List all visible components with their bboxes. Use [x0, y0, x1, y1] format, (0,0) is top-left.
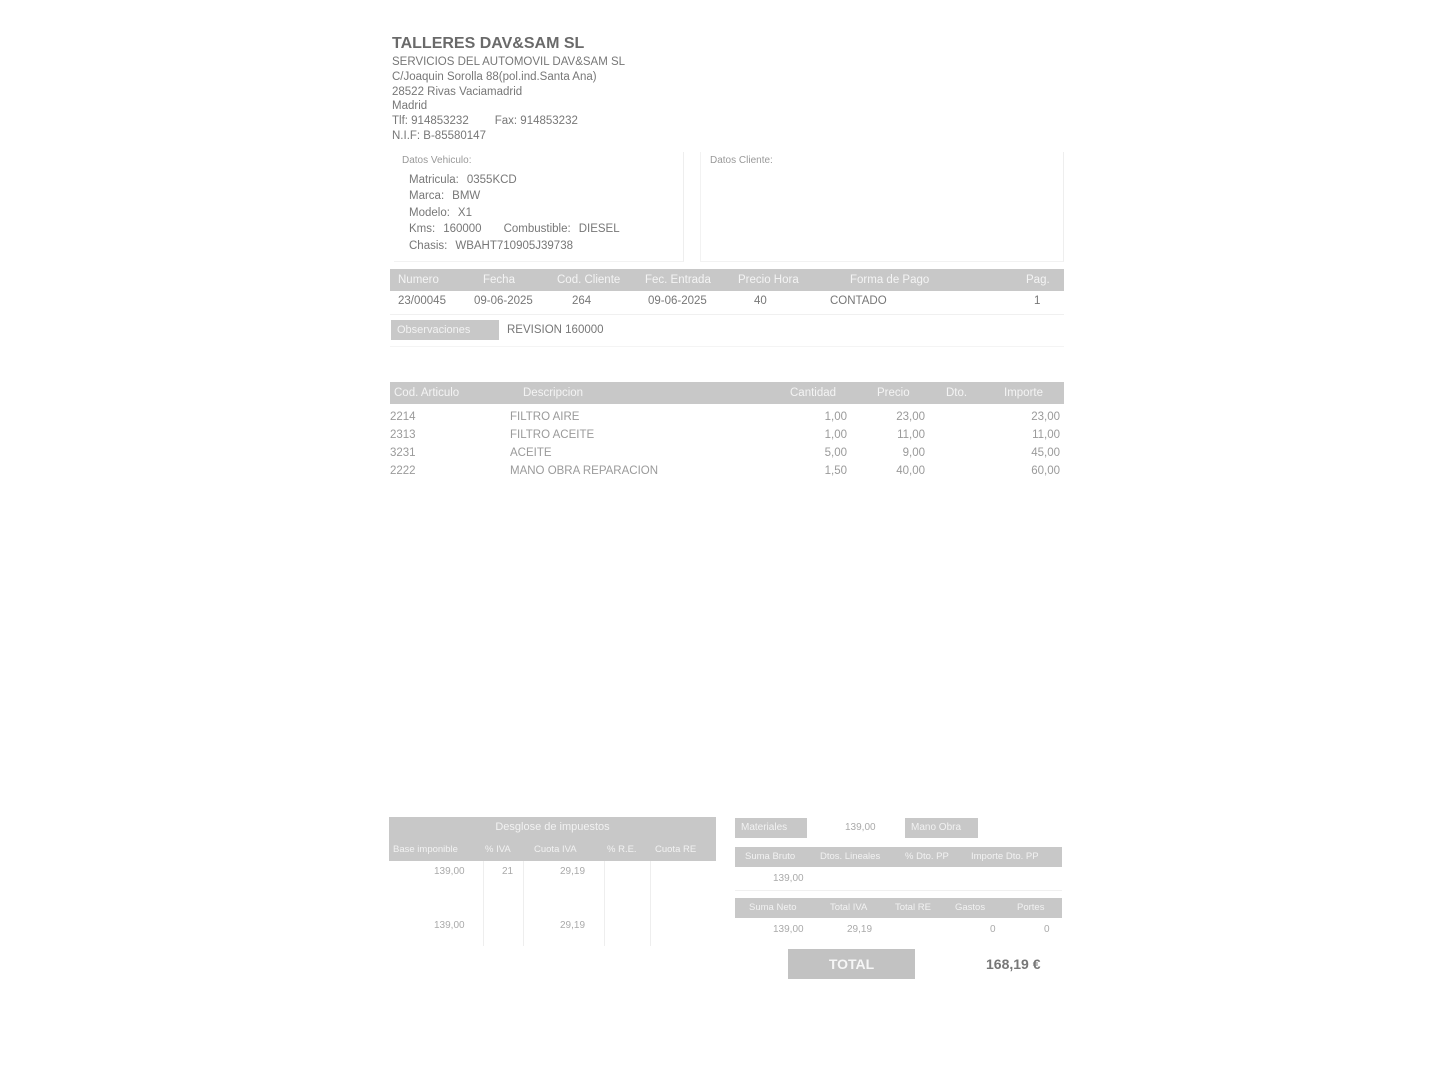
item-quantity: 1,00: [824, 411, 847, 423]
tax-quota: 29,19: [560, 866, 586, 877]
tax-header-quota: Cuota IVA: [534, 844, 577, 855]
summary-header-gross: Suma Bruto: [745, 851, 796, 862]
item-code: 2313: [390, 429, 416, 441]
item-price: 23,00: [896, 411, 925, 423]
items-header-quantity: Cantidad: [790, 387, 837, 399]
summary-divider: [735, 890, 1062, 891]
items-header-code: Cod. Articulo: [394, 387, 460, 399]
summary-header-net: Suma Neto: [749, 902, 797, 913]
summary-vat-value: 29,19: [847, 924, 873, 935]
summary-header-line-discounts: Dtos. Lineales: [820, 851, 881, 862]
company-fax: Fax: 914853232: [494, 115, 578, 127]
vehicle-chassis-line: [409, 240, 573, 252]
summary-header-expenses: Gastos: [955, 902, 986, 913]
item-quantity: 1,50: [824, 465, 847, 477]
total-value: 168,19 €: [986, 956, 1041, 972]
total-label: TOTAL: [788, 949, 915, 979]
invoice-divider: [390, 314, 1064, 315]
item-description: FILTRO ACEITE: [510, 429, 595, 441]
tax-total-base: 139,00: [434, 920, 465, 931]
invoice-header-number: Numero: [398, 274, 439, 286]
company-legal-name: SERVICIOS DEL AUTOMOVIL DAV&SAM SL: [392, 56, 626, 68]
vehicle-model-line: [409, 207, 472, 219]
items-header-price: Precio: [877, 387, 910, 399]
summary-header-pp-amount: Importe Dto. PP: [971, 851, 1039, 862]
item-code: 2222: [390, 465, 416, 477]
vehicle-section-label: Datos Vehiculo:: [402, 155, 472, 166]
item-quantity: 1,00: [824, 429, 847, 441]
items-header-amount: Importe: [1004, 387, 1043, 399]
tax-header-pct: % IVA: [485, 844, 511, 855]
tax-col-divider: [483, 861, 484, 946]
invoice-header-payment: Forma de Pago: [850, 274, 930, 286]
table-row: [390, 447, 1064, 465]
tax-pct: 21: [502, 866, 514, 877]
summary-header-vat: Total IVA: [830, 902, 868, 913]
item-price: 11,00: [897, 429, 925, 441]
vehicle-plate-line: [409, 174, 517, 186]
materials-label: Materiales: [735, 818, 807, 838]
invoice-header-date: Fecha: [483, 274, 515, 286]
item-price: 9,00: [902, 447, 925, 459]
item-amount: 60,00: [1031, 465, 1060, 477]
table-row: [390, 411, 1064, 429]
item-amount: 45,00: [1031, 447, 1060, 459]
kms-label: Kms:: [409, 223, 436, 235]
summary-header-pp-pct: % Dto. PP: [905, 851, 949, 862]
tax-col-divider: [523, 861, 524, 946]
summary-header-shipping: Portes: [1017, 902, 1045, 913]
summary-header-2: [735, 898, 1062, 918]
brand-value: BMW: [452, 190, 481, 202]
labour-label: Mano Obra: [905, 818, 978, 838]
summary-shipping-value: 0: [1044, 924, 1050, 935]
tax-total-quota: 29,19: [560, 920, 586, 931]
invoice-header-hour-price: Precio Hora: [738, 274, 799, 286]
kms-value: 160000: [443, 223, 482, 235]
tax-col-divider: [650, 861, 651, 946]
summary-gross-value: 139,00: [773, 873, 804, 884]
tax-base: 139,00: [434, 866, 465, 877]
summary-net-value: 139,00: [773, 924, 804, 935]
company-province: Madrid: [392, 100, 428, 112]
tax-title: Desglose de impuestos: [495, 821, 610, 833]
invoice-page: 1: [1034, 295, 1041, 307]
summary-header-re: Total RE: [895, 902, 931, 913]
invoice-header-entry-date: Fec. Entrada: [645, 274, 711, 286]
plate-value: 0355KCD: [466, 174, 517, 186]
invoice-hour-price: 40: [754, 295, 767, 307]
company-address: C/Joaquin Sorolla 88(pol.ind.Santa Ana): [392, 71, 597, 83]
item-amount: 23,00: [1031, 411, 1060, 423]
table-row: [390, 429, 1064, 447]
model-label: Modelo:: [409, 207, 450, 219]
tax-header-re-pct: % R.E.: [607, 844, 637, 855]
vehicle-brand-line: [409, 190, 480, 202]
item-description: MANO OBRA REPARACION: [510, 465, 659, 477]
chassis-value: WBAHT710905J39738: [455, 240, 573, 252]
item-code: 3231: [390, 447, 416, 459]
item-price: 40,00: [896, 465, 925, 477]
items-header-description: Descripcion: [523, 387, 584, 399]
chassis-label: Chasis:: [409, 240, 448, 252]
client-box: [700, 152, 1064, 262]
fuel-label: Combustible:: [503, 223, 571, 235]
invoice-payment: CONTADO: [830, 295, 887, 307]
items-header-discount: Dto.: [946, 387, 968, 399]
company-phone: Tlf: 914853232: [392, 115, 469, 127]
tax-header-re-quota: Cuota RE: [655, 844, 697, 855]
summary-header-1: [735, 847, 1062, 867]
items-header-bar: [390, 382, 1064, 404]
client-section-label: Datos Cliente:: [710, 155, 773, 166]
invoice-client-code: 264: [572, 295, 592, 307]
invoice-header-bar: [390, 269, 1064, 291]
item-quantity: 5,00: [824, 447, 847, 459]
item-code: 2214: [390, 411, 416, 423]
invoice-number: 23/00045: [398, 295, 446, 307]
observations-value: REVISION 160000: [507, 324, 604, 336]
item-amount: 11,00: [1032, 429, 1060, 441]
observations-label: Observaciones: [391, 320, 499, 340]
invoice-header-page: Pag.: [1026, 274, 1050, 286]
fuel-value: DIESEL: [578, 223, 620, 235]
tax-col-divider: [604, 861, 605, 946]
table-row: [390, 465, 1064, 483]
tax-header: [389, 817, 716, 861]
company-contact: [392, 115, 578, 127]
materials-value: 139,00: [845, 822, 876, 833]
item-description: FILTRO AIRE: [510, 411, 580, 423]
invoice-date: 09-06-2025: [474, 295, 533, 307]
items-table: [390, 411, 1064, 491]
tax-header-base: Base imponible: [393, 844, 458, 855]
item-description: ACEITE: [510, 447, 552, 459]
invoice-entry-date: 09-06-2025: [648, 295, 707, 307]
plate-label: Matricula:: [409, 174, 459, 186]
invoice-header-client-code: Cod. Cliente: [557, 274, 621, 286]
company-nif: N.I.F: B-85580147: [392, 130, 486, 142]
model-value: X1: [457, 207, 472, 219]
summary-expenses-value: 0: [990, 924, 996, 935]
company-postal-city: 28522 Rivas Vaciamadrid: [392, 86, 523, 98]
company-name: TALLERES DAV&SAM SL: [392, 35, 585, 52]
vehicle-kms-line: [409, 223, 620, 235]
brand-label: Marca:: [409, 190, 445, 202]
observations-divider: [390, 346, 1064, 347]
